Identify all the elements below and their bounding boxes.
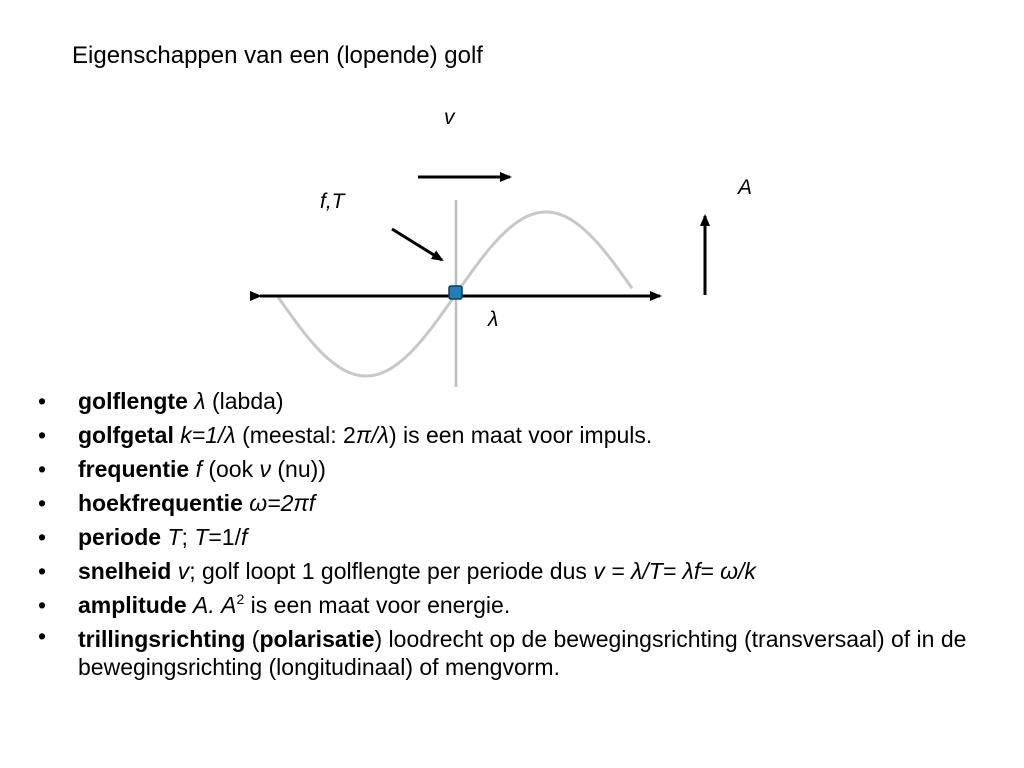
description: (meestal: 2 xyxy=(242,422,356,448)
term: periode xyxy=(78,524,162,550)
bullet-marker: • xyxy=(38,422,47,448)
description: =1/ xyxy=(208,524,241,550)
term: golflengte xyxy=(78,388,188,414)
description: (labda) xyxy=(212,388,284,414)
description: ) loodrecht op de bewegingsrichting (transversaal) of in de bewegingsrichting (longitudinaal) of mengvorm. xyxy=(78,626,967,680)
superscript: 2 xyxy=(236,591,245,607)
symbol: λ xyxy=(194,388,206,414)
bullet-marker: • xyxy=(38,490,47,516)
term: snelheid xyxy=(78,558,172,584)
term: polarisatie xyxy=(259,626,375,652)
symbol: T xyxy=(167,524,182,550)
bullet-marker: • xyxy=(38,524,47,550)
property-list xyxy=(0,384,1024,681)
bullet-marker: • xyxy=(38,592,47,618)
symbol: ν xyxy=(259,456,271,482)
velocity-label: v xyxy=(444,106,455,129)
slide-title: Eigenschappen van een (lopende) golf xyxy=(72,42,483,69)
term: amplitude xyxy=(78,592,187,618)
list-item-hoekfrequentie xyxy=(0,486,1024,520)
description: ; golf loopt 1 golflengte per periode dus xyxy=(189,558,587,584)
symbol: f xyxy=(195,456,202,482)
list-item-snelheid xyxy=(0,554,1024,588)
symbol: A xyxy=(221,592,237,618)
symbol: A. xyxy=(193,592,215,618)
bullet-marker: • xyxy=(38,456,47,482)
description: is een maat voor energie. xyxy=(250,592,511,618)
description: (ook xyxy=(208,456,254,482)
wavelength-label: λ xyxy=(488,308,499,331)
frequency-pointer-arrow xyxy=(392,229,442,260)
list-item-amplitude xyxy=(0,588,1024,622)
list-item-frequentie xyxy=(0,452,1024,486)
amplitude-label: A xyxy=(738,176,753,199)
list-item-golfgetal xyxy=(0,418,1024,452)
bullet-marker: • xyxy=(38,558,47,584)
description: ) is een maat voor impuls. xyxy=(388,422,653,448)
symbol: k=1/λ xyxy=(180,422,236,448)
term: frequentie xyxy=(78,456,190,482)
symbol: v xyxy=(177,558,190,584)
list-item-trillingsrichting xyxy=(0,622,1024,681)
term: hoekfrequentie xyxy=(78,490,243,516)
symbol: f xyxy=(241,524,248,550)
symbol: v = λ/T= λf= ω/k xyxy=(593,558,756,584)
oscillating-point xyxy=(449,286,462,299)
list-item-golflengte xyxy=(0,384,1024,418)
description: ; xyxy=(181,524,188,550)
description: ( xyxy=(251,626,260,652)
term: golfgetal xyxy=(78,422,174,448)
bullet-marker: • xyxy=(38,623,47,649)
frequency-period-label: f,T xyxy=(320,190,345,213)
bullet-marker: • xyxy=(38,388,47,414)
term: trillingsrichting xyxy=(78,626,246,652)
symbol: π/λ xyxy=(355,422,389,448)
description: (nu)) xyxy=(277,456,326,482)
symbol: ω=2πf xyxy=(249,490,316,516)
symbol: T xyxy=(194,524,209,550)
list-item-periode xyxy=(0,520,1024,554)
